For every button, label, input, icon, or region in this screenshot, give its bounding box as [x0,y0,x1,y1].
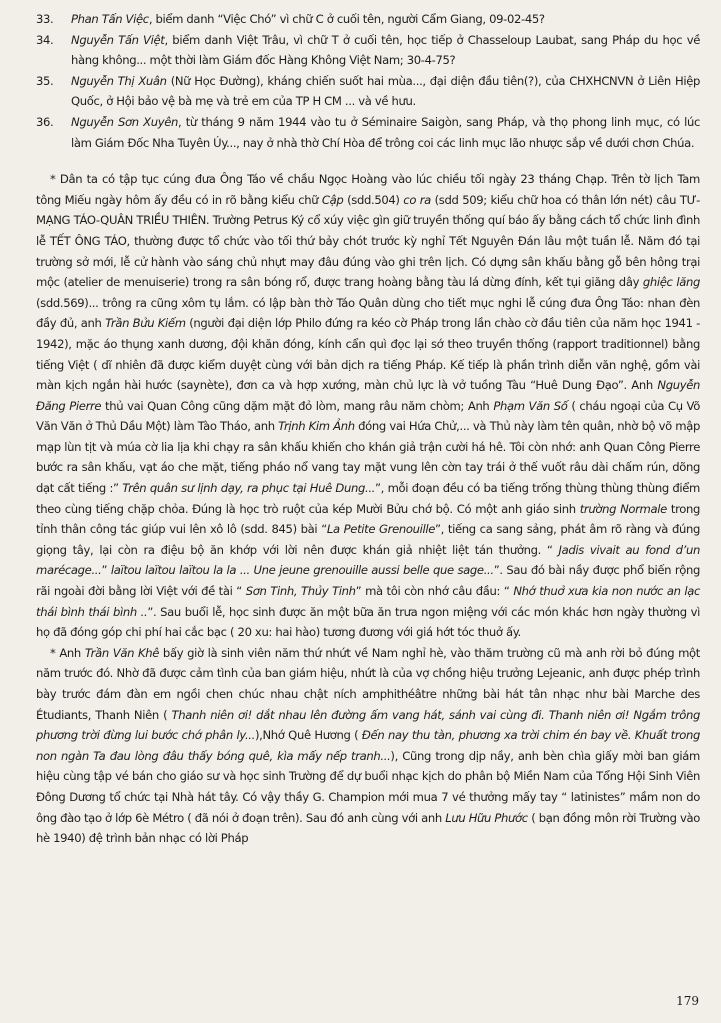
list-number: 36. [36,114,54,129]
list-number: 34. [36,32,54,47]
list-item [36,71,700,112]
list-text: Phan Tấn Việc, biểm danh “Việc Chó” vì chữ C ở cuối tên, người Cẩm Giang, 09-02-45? [71,12,545,26]
paragraph-tran-van-khe: * Anh Trần Văn Khê bấy giờ là sinh viên năm thứ nhứt về Nam nghỉ hè, vào thăm trường cũ mà anh rời bỏ đúng một năm trước đó. Nhờ đã được cảm tình của ban giám hiệu, nhứt là của vợ chồng hiệu trưởng Lejeanic, anh được phép trình bày trước đám đàn em ngồi chen chúc nhau chật ních amphithéâtre những bài hát tân nhạc như bài Marche des Étudiants, Thanh Niên ( Thanh niên ơi! dắt nhau lên đường ấm vang hát, sánh vai cùng đi. Thanh niên ơi! Ngắm trông phương trời đừng lui bước chớ phân ly...),Nhớ Quê Hương ( Đến nay thu tàn, phương xa trời chim én bay về. Khuất trong non ngàn Ta đau lòng đâu thấy bóng quê, kìa mấy nếp tranh...), Cũng trong dịp nầy, anh bèn chìa giấy mời ban giám hiệu cùng tập vé bán cho giáo sư và học sinh Trường để dự buổi nhạc kịch do phân bộ Miền Nam của Tổng Hội Sinh Viên Đông Dương tổ chức tại Nhà hát tây. Có vậy thầy G. Champion mới mua 7 vé thưởng mấy tay “ latinistes” mầm non do ông đào tạo ở lớp 6è Métro ( đã nói ở đoạn trên). Sau đó anh cùng với anh Lưu Hữu Phước ( bạn đồng môn rời Trường vào hè 1940) đệ trình bản nhạc có lời Pháp [36,645,701,846]
list-item [36,112,700,153]
page-number: 179 [676,994,699,1008]
numbered-list [36,9,700,153]
list-text: Nguyễn Thị Xuân (Nữ Học Đường), kháng chiến suốt hai mùa..., đại diện đầu tiên(?), của CHXHCNVN ở Liên Hiệp Quốc, ở Hội bảo vệ bà mẹ và trẻ em của TP H CM ... và về hưu. [71,73,700,109]
list-item [36,30,700,71]
person-name: Nguyễn Thị Xuân [71,73,167,88]
person-name: Phan Tấn Việc [71,12,149,26]
paragraph-tet-ong-tao: * Dân ta có tập tục cúng đưa Ông Táo về chầu Ngọc Hoàng vào lúc chiều tối ngày 23 tháng Chạp. Trên tờ lịch Tam tông Miếu ngày hôm ấy đều có in rõ bằng kiểu chữ Cập (sdd.504) co ra (sdd 509; kiểu chữ hoa có thân lớn nét) câu TƯ-MẠNG TÁO-QUÂN TRIỀU THIÊN. Trường Petrus Ký cổ xúy việc gìn giữ truyền thống quí báo ấy bằng cách tổ chức linh đình lễ TẾT ÔNG TÁO, thường được tổ chức vào tối thứ bảy chót trước kỳ nghỉ Tết Nguyên Đán lâu một tuần lễ. Năm đó tại trường sở mới, lễ cử hành vào sáng chủ nhựt may đâu đúng vào ghi trên lịch. Có dựng sân khấu bằng gỗ bên hông trại mộc (atelier de menuiserie) trong ra sân bóng rổ, được trang hoàng bằng tàu lá dừng đính, kết tụi giăng dây ghiệc lăng (sdd.569)... trông ra cũng xôm tụ lắm. có lập bàn thờ Táo Quân dùng cho tiết mục nghi lễ cúng đưa Ông Táo: nhan đèn đầy đủ, anh Trần Bửu Kiếm (người đại diện lớp Philo đứng ra kéo cờ Pháp trong lần chào cờ đầu tiên của năm học 1941 - 1942), mặc áo thụng xanh dương, đội khăn đóng, kính cẩn quì đọc lại sớ theo truyền thống (rapport traditionnel) bằng tiếng Việt ( dĩ nhiên đã được kiểm duyệt cùng với bản dịch ra tiếng Pháp. Kế tiếp là phần trình diễn văn nghệ, gồm vài màn kịch ngắn hài hước (saynète), đơn ca và hợp xướng, màn chủ lực là vở tuồng Tàu “Huê Dung Đạo”. Anh Nguyễn Đăng Pierre thủ vai Quan Công cũng dặm mặt đỏ lòm, mang râu năm chòm; Anh Phạm Văn Số ( cháu ngoại của Cụ Võ Văn Văn ở Thủ Dầu Một) làm Tào Tháo, anh Trịnh Kim Ảnh đóng vai Hứa Chử,... và Thủ này làm tên quân, nhờ bộ võ mập mạp lùn tịt và múa cờ lia lịa khi chạy ra sân khấu khiến cho khán giả trận cười há hê. Tôi còn nhớ: anh Quan Công Pierre bước ra sân khấu, vạt áo che mặt, tiếng pháo nổ vang tay mặt vung lên cờn tay trái ở thế vuốt râu dài chấm rún, dõng dạt cất tiếng :” Trên quân sư lịnh dạy, ra phục tại Huê Dung...”, mỗi đoạn đều có ba tiếng trống thùng thùng thùng điểm theo cùng tiếng chặp chỏa. Đúng là học trò ruột của kép Mười Bửu chớ bộ. Có một anh giáo sinh trường Normale trong tỉnh thân công tác giúp vui lên xô lô (sdd. 845) bài “La Petite Grenouille”, tiếng ca sang sảng, phát âm rõ ràng và đúng giọng tây, lại còn ra điệu bộ ăn khớp với lời nên được khán giả nhiệt liệt tán thưởng. “ Jadis vivait au fond d’un marécage...” laïtou laïtou laïtou la la ... Une jeune grenouille aussi belle que sage...”. Sau đó bài nầy được phổ biến rộng rãi ngoài đời bằng lời Việt với đề tài “ Sơn Tinh, Thủy Tinh” mà tôi còn nhớ câu đầu: “ Nhớ thuở xưa kia non nước an lạc thái bình thái bình ..”. Sau buổi lễ, học sinh được ăn một bữa ăn trưa ngon miệng với các món khác hơn ngày thường vì họ đã đóng góp chi phí hai cắc bạc ( 20 xu: hai hào) tương đương với giá hớt tóc thuở ấy. [36,172,701,640]
list-item [36,9,700,30]
document-body [36,9,700,849]
person-name: Nguyễn Tấn Việt [71,32,165,47]
list-number: 33. [36,12,54,26]
list-number: 35. [36,73,54,88]
person-name: Nguyễn Sơn Xuyên [71,114,178,129]
list-text: Nguyễn Sơn Xuyên, từ tháng 9 năm 1944 vào tu ở Séminaire Saigòn, sang Pháp, và thọ phong linh mục, có lúc làm Giám Đốc Nha Tuyên Úy..., nay ở nhà thờ Chí Hòa để trông coi các linh mục lão nhược sắp về dưới chơn Chúa. [71,114,700,150]
list-text: Nguyễn Tấn Việt, biểm danh Việt Trâu, vì chữ T ở cuối tên, học tiếp ở Chasseloup Laubat, sang Pháp du học về hàng không... một thời làm Giám đốc Hàng Không Việt Nam; 30-4-75? [71,32,700,68]
